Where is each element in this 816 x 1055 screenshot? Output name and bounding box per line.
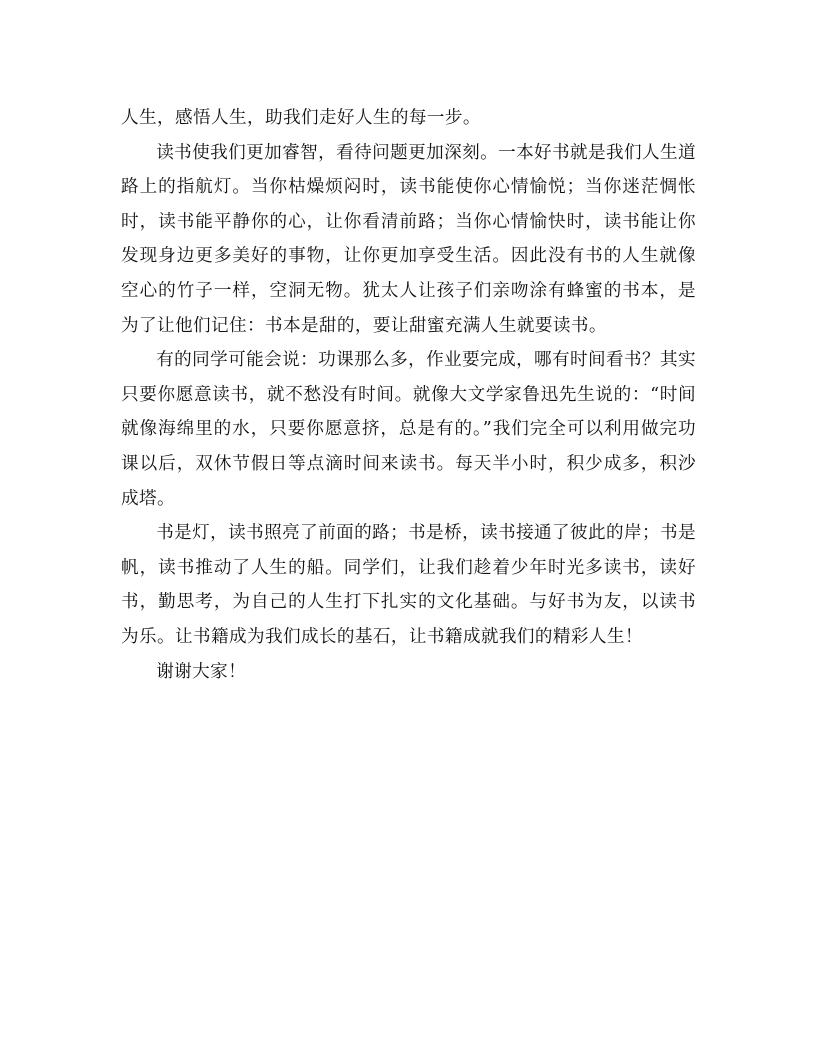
document-body	[121, 101, 696, 689]
paragraph-continuation: 人生，感悟人生，助我们走好人生的每一步。	[121, 108, 481, 128]
paragraph-conclusion: 书是灯，读书照亮了前面的路；书是桥，读书接通了彼此的岸；书是帆，读书推动了人生的船。同学们，让我们趁着少年时光多读书，读好书，勤思考，为自己的人生打下扎实的文化基础。与好书为友，以读书为乐。让书籍成为我们成长的基石，让书籍成就我们的精彩人生！	[121, 523, 697, 647]
paragraph-finding-time: 有的同学可能会说：功课那么多，作业要完成，哪有时间看书？其实只要你愿意读书，就不愁没有时间。就像大文学家鲁迅先生说的：“时间就像海绵里的水，只要你愿意挤，总是有的。”我们完全可以利用做完功课以后，双休节假日等点滴时间来读书。每天半小时，积少成多，积沙成塔。	[121, 350, 697, 509]
paragraph-thanks: 谢谢大家！	[156, 661, 247, 682]
paragraph-reading-wisdom: 读书使我们更加睿智，看待问题更加深刻。一本好书就是我们人生道路上的指航灯。当你枯燥烦闷时，读书能使你心情愉悦；当你迷茫惆怅时，读书能平静你的心，让你看清前路；当你心情愉快时，读书能让你发现身边更多美好的事物，让你更加享受生活。因此没有书的人生就像空心的竹子一样，空洞无物。犹太人让孩子们亲吻涂有蜂蜜的书本，是为了让他们记住：书本是甜的，要让甜蜜充满人生就要读书。	[121, 142, 697, 336]
